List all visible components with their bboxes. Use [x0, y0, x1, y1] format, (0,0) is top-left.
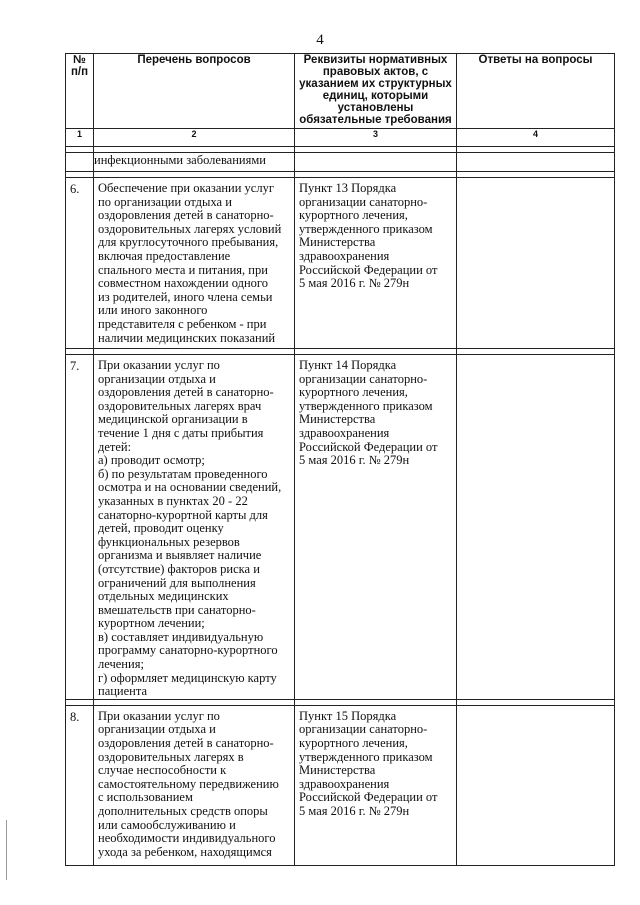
question-line: лечения;: [98, 657, 144, 672]
column-number: 4: [457, 129, 615, 147]
row-number: 8.: [66, 705, 94, 865]
question-cell: [94, 178, 295, 349]
question-line: медицинской организации в: [98, 412, 248, 427]
question-line: течение 1 дня с даты прибытия: [98, 425, 264, 440]
requisite-line: 5 мая 2016 г. № 279н: [299, 453, 410, 468]
question-line: оздоровления детей в санаторно-: [98, 385, 274, 400]
question-line: необходимости индивидуального: [98, 831, 276, 846]
question-line: детей:: [98, 439, 132, 454]
row-number: 7.: [66, 355, 94, 700]
question-line: оздоровления детей в санаторно-: [98, 208, 274, 223]
requisite-cell: [295, 705, 457, 865]
column-number: 2: [94, 129, 295, 147]
table-row: [66, 705, 615, 865]
continuation-text: инфекционными заболеваниями: [94, 153, 295, 172]
page-number: 4: [316, 32, 324, 48]
header-questions: Перечень вопросов: [94, 54, 295, 129]
requisite-line: Пункт 14 Порядка: [299, 358, 397, 372]
question-line: курортном лечении;: [98, 616, 205, 631]
question-line: При оказании услуг по: [98, 358, 220, 372]
continuation-row: [66, 153, 615, 172]
requisite-line: здравоохранения: [299, 776, 390, 791]
header-answers: Ответы на вопросы: [457, 54, 615, 129]
requisite-line: 5 мая 2016 г. № 279н: [299, 276, 410, 291]
requisite-line: Российской Федерации от: [299, 439, 438, 454]
question-line: функциональных резервов: [98, 534, 240, 549]
answer-cell[interactable]: [457, 355, 615, 700]
question-line: г) оформляет медицинскую карту: [98, 670, 277, 685]
row-number: 6.: [66, 178, 94, 349]
question-line: с использованием: [98, 790, 193, 805]
question-line: оздоровительных лагерях условий: [98, 221, 282, 236]
requisite-line: утвержденного приказом: [299, 221, 433, 236]
table-row: [66, 355, 615, 700]
question-line: наличии медицинских показаний: [98, 330, 276, 345]
question-line: осмотра и на основании сведений,: [98, 480, 282, 495]
question-line: для круглосуточного пребывания,: [98, 235, 279, 250]
question-line: а) проводит осмотр;: [98, 453, 205, 468]
question-line: дополнительных средств опоры: [98, 804, 268, 818]
requisite-line: курортного лечения,: [299, 208, 408, 223]
question-line: оздоровительных лагерях врач: [98, 398, 262, 413]
requisite-line: Министерства: [299, 763, 376, 778]
requisite-line: утвержденного приказом: [299, 398, 433, 413]
requirements-table: [65, 53, 615, 866]
question-line: вмешательств при санаторно-: [98, 602, 256, 617]
question-line: из родителей, иного члена семьи: [98, 289, 273, 304]
table-row: [66, 178, 615, 349]
column-number: 1: [66, 129, 94, 147]
question-line: или самообслуживанию и: [98, 817, 236, 832]
question-line: указанных в пунктах 20 - 22: [98, 493, 248, 508]
requisite-line: Министерства: [299, 235, 376, 250]
question-line: представителя с ребенком - при: [98, 316, 267, 331]
question-line: организации отдыха и: [98, 371, 216, 386]
question-line: по организации отдыха и: [98, 194, 232, 209]
question-line: самостоятельному передвижению: [98, 776, 279, 791]
question-line: спального места и питания, при: [98, 262, 268, 277]
question-line: санаторно-курортной карты для: [98, 507, 268, 522]
question-line: Обеспечение при оказании услуг: [98, 181, 274, 195]
question-line: организации отдыха и: [98, 722, 216, 737]
requisite-cell: [295, 355, 457, 700]
question-line: организма и выявляет наличие: [98, 548, 262, 563]
question-line: совместном нахождении одного: [98, 276, 268, 291]
requisite-line: организации санаторно-: [299, 722, 428, 737]
question-line: При оказании услуг по: [98, 708, 220, 723]
requisite-line: здравоохранения: [299, 248, 390, 263]
requisite-line: Российской Федерации от: [299, 790, 438, 805]
scan-margin-line: [6, 820, 7, 880]
question-line: оздоровления детей в санаторно-: [98, 736, 274, 751]
question-line: ухода за ребенком, находящимся: [98, 844, 272, 859]
question-line: или иного законного: [98, 303, 208, 318]
question-line: включая предоставление: [98, 248, 231, 263]
table-header-row: [66, 54, 615, 129]
requisite-line: курортного лечения,: [299, 385, 408, 400]
question-line: б) по результатам проведенного: [98, 466, 268, 481]
question-line: ограничений для выполнения: [98, 575, 256, 590]
question-cell: [94, 705, 295, 865]
question-line: случае неспособности к: [98, 763, 227, 778]
requisite-line: здравоохранения: [299, 425, 390, 440]
header-requisites: Реквизиты нормативных правовых актов, с указанием их структурных единиц, которыми установлены обязательные требования: [295, 54, 457, 129]
question-line: отдельных медицинских: [98, 589, 229, 604]
requisite-line: Российской Федерации от: [299, 262, 438, 277]
question-line: в) составляет индивидуальную: [98, 629, 264, 644]
requisite-cell: [295, 178, 457, 349]
requisite-line: Министерства: [299, 412, 376, 427]
question-line: пациента: [98, 684, 148, 699]
question-line: детей, проводит оценку: [98, 521, 224, 536]
answer-cell[interactable]: [457, 705, 615, 865]
question-line: оздоровительных лагерях в: [98, 749, 244, 764]
answer-cell[interactable]: [457, 178, 615, 349]
requisite-line: организации санаторно-: [299, 194, 428, 209]
requisite-line: Пункт 15 Порядка: [299, 708, 397, 723]
requisite-line: Пункт 13 Порядка: [299, 181, 397, 195]
question-cell: [94, 355, 295, 700]
column-number: 3: [295, 129, 457, 147]
question-line: (отсутствие) факторов риска и: [98, 561, 260, 576]
requisite-line: курортного лечения,: [299, 736, 408, 751]
requisite-line: утвержденного приказом: [299, 749, 433, 764]
column-number-row: [66, 129, 615, 147]
question-line: программу санаторно-курортного: [98, 643, 278, 658]
requisite-line: организации санаторно-: [299, 371, 428, 386]
header-number: № п/п: [66, 54, 94, 129]
requisite-line: 5 мая 2016 г. № 279н: [299, 804, 410, 818]
